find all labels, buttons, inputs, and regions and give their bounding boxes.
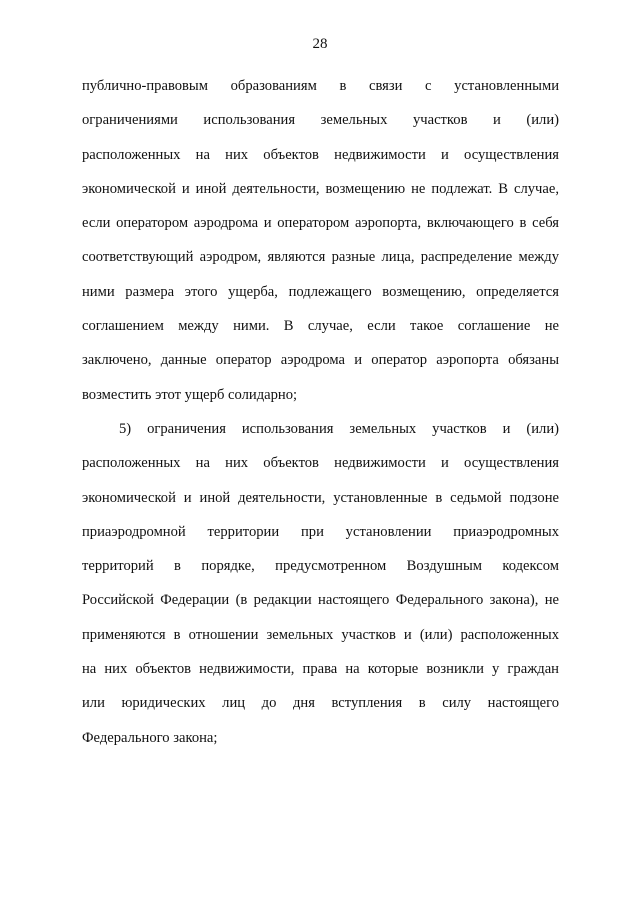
text-line: публично-правовым образованиям в связи с установленными bbox=[82, 78, 559, 94]
text-line: Федерального закона; bbox=[82, 729, 218, 746]
text-line: территорий в порядке, предусмотренном Воздушным кодексом bbox=[82, 558, 559, 575]
list-item-line: 5) ограничения использования земельных участков и (или) bbox=[119, 420, 559, 437]
text-line: Российской Федерации (в редакции настоящего Федерального закона), не bbox=[82, 592, 559, 609]
paragraph-item-5 bbox=[82, 412, 559, 755]
text-line: применяются в отношении земельных участков и (или) расположенных bbox=[82, 626, 559, 643]
text-line: заключено, данные оператор аэродрома и оператор аэропорта обязаны bbox=[82, 352, 559, 369]
text-line: ограничениями использования земельных участков и (или) bbox=[82, 112, 559, 129]
text-line: возместить этот ущерб солидарно; bbox=[82, 386, 298, 403]
text-line: если оператором аэродрома и оператором аэропорта, включающего в себя bbox=[82, 215, 559, 232]
text-line: экономической и иной деятельности, установленные в седьмой подзоне bbox=[82, 489, 559, 506]
text-line: экономической и иной деятельности, возмещению не подлежат. В случае, bbox=[82, 180, 559, 197]
page-number: 28 bbox=[312, 36, 328, 52]
text-line: или юридических лиц до дня вступления в силу настоящего bbox=[82, 695, 559, 712]
text-line: на них объектов недвижимости, права на которые возникли у граждан bbox=[82, 661, 559, 678]
text-line: расположенных на них объектов недвижимости и осуществления bbox=[82, 455, 559, 472]
text-line: ними размера этого ущерба, подлежащего возмещению, определяется bbox=[82, 283, 559, 300]
text-line: приаэродромной территории при установлении приаэродромных bbox=[82, 523, 559, 540]
document-body bbox=[82, 69, 559, 755]
paragraph-continuation bbox=[82, 69, 559, 412]
text-line: соглашением между ними. В случае, если такое соглашение не bbox=[82, 318, 559, 335]
text-line: соответствующий аэродром, являются разные лица, распределение между bbox=[82, 249, 559, 266]
text-line: расположенных на них объектов недвижимости и осуществления bbox=[82, 146, 559, 163]
